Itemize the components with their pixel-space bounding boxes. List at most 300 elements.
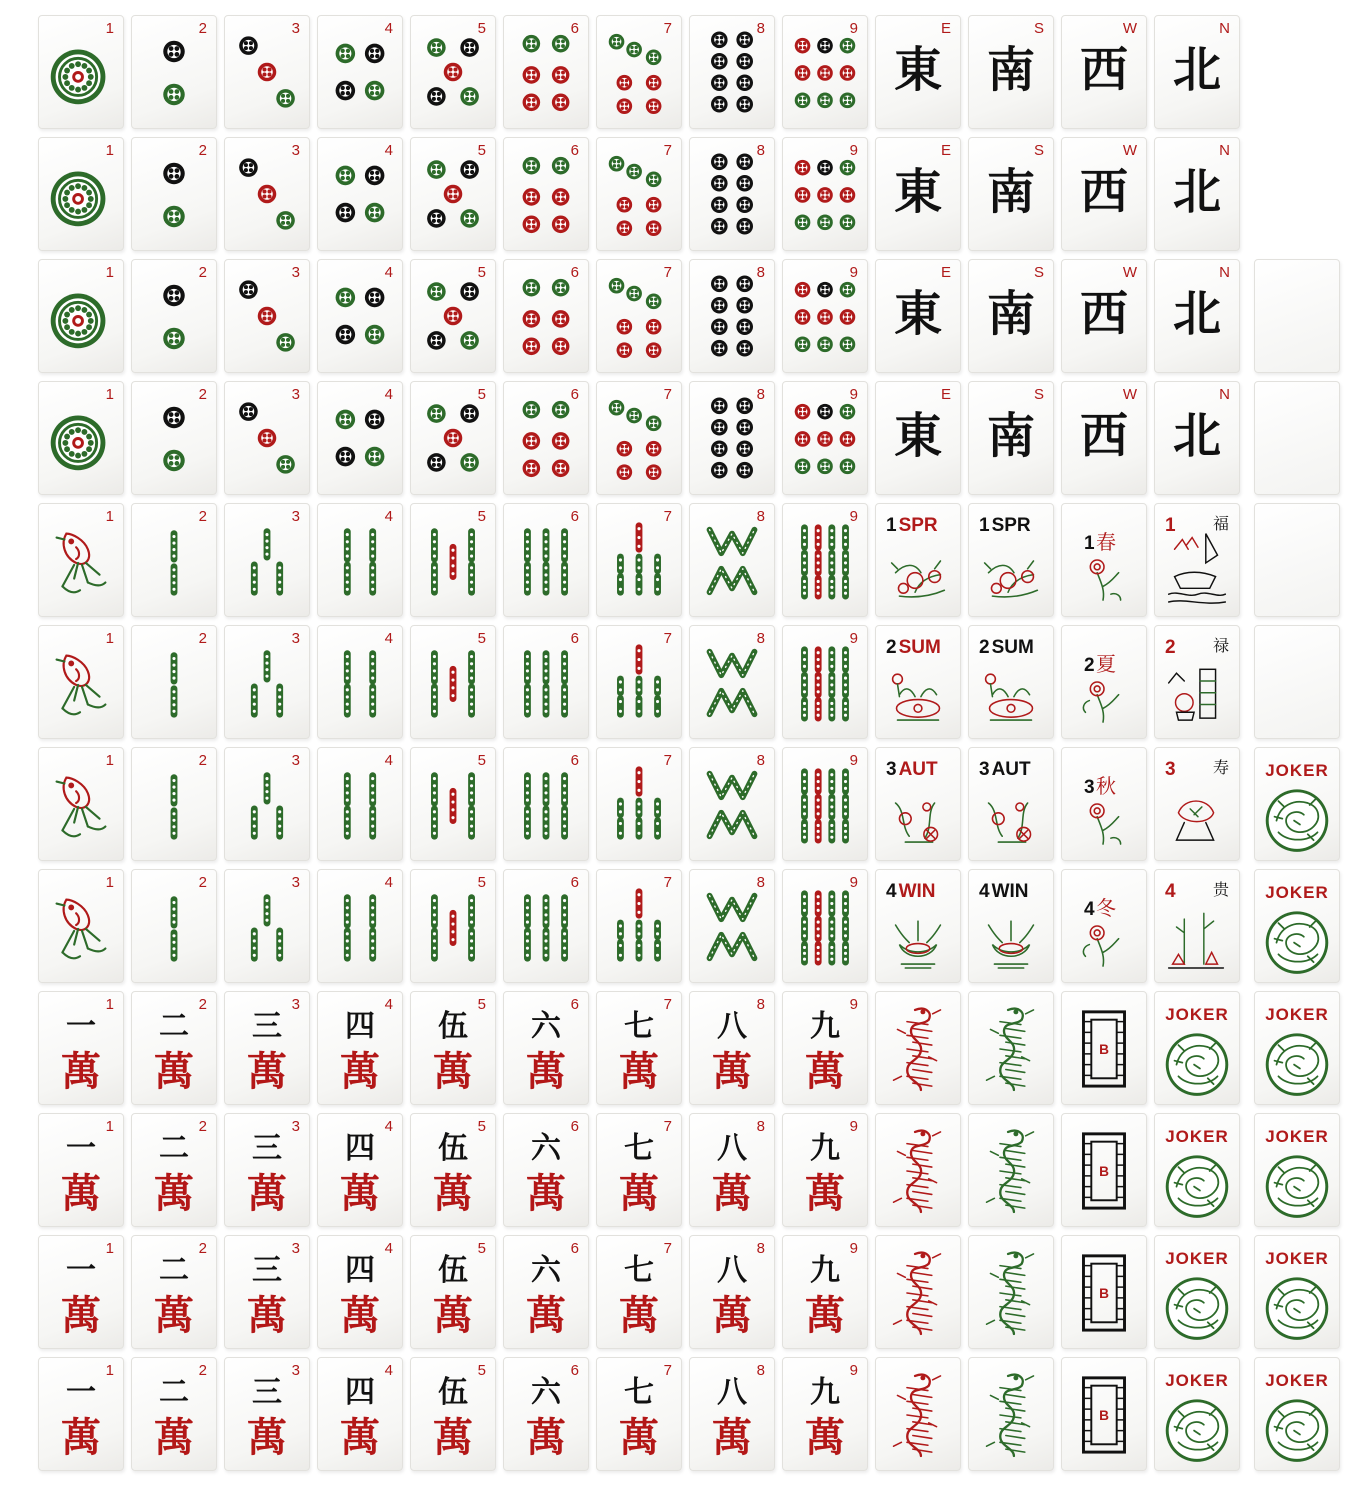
wind-character: 西 bbox=[1079, 164, 1128, 220]
bam-tile bbox=[782, 869, 868, 983]
dot-tile bbox=[596, 137, 682, 251]
red-dragon-tile bbox=[875, 1357, 961, 1471]
crak-number: 九 bbox=[810, 1375, 840, 1410]
season-number: 3 bbox=[979, 759, 990, 780]
season-label bbox=[979, 516, 1031, 535]
crak-wan-character: 萬 bbox=[154, 1414, 194, 1461]
soap-dragon-tile bbox=[1061, 1235, 1147, 1349]
season-number: 3 bbox=[886, 759, 897, 780]
crak-tile bbox=[131, 991, 217, 1105]
wind-character: 北 bbox=[1172, 164, 1221, 220]
tile-index: 8 bbox=[756, 874, 765, 891]
crak-number: 一 bbox=[66, 1131, 96, 1166]
tile-index: 2 bbox=[198, 630, 207, 647]
tile-index: 8 bbox=[756, 386, 765, 403]
dot-tile bbox=[782, 259, 868, 373]
crak-number: 四 bbox=[345, 1009, 375, 1044]
tile-index: 5 bbox=[477, 1118, 486, 1135]
bam-tile bbox=[503, 747, 589, 861]
joker-tile bbox=[1254, 869, 1340, 983]
crak-tile bbox=[317, 991, 403, 1105]
bam-tile bbox=[782, 503, 868, 617]
wind-character: 西 bbox=[1079, 286, 1128, 342]
bonus-number: 3 bbox=[1084, 777, 1095, 798]
crak-tile bbox=[503, 991, 589, 1105]
season-bonus-tile bbox=[1061, 869, 1147, 983]
crak-tile bbox=[410, 1357, 496, 1471]
crak-number: 八 bbox=[717, 1131, 747, 1166]
wind-letter: S bbox=[1033, 386, 1044, 403]
tile-index: 9 bbox=[849, 1240, 858, 1257]
season-flower-tile bbox=[968, 625, 1054, 739]
crak-tile bbox=[131, 1235, 217, 1349]
bam-tile bbox=[689, 869, 775, 983]
bam-tile bbox=[38, 747, 124, 861]
season-word: WIN bbox=[898, 881, 936, 902]
bonus-flower-icon bbox=[1062, 870, 1146, 982]
wind-character: 東 bbox=[893, 408, 942, 464]
crak-tile bbox=[689, 991, 775, 1105]
season-word: AUT bbox=[898, 759, 938, 780]
dot-tile bbox=[782, 15, 868, 129]
dot-tile bbox=[689, 381, 775, 495]
green-dragon-tile bbox=[968, 991, 1054, 1105]
crak-wan-character: 萬 bbox=[61, 1292, 101, 1339]
wind-letter: N bbox=[1219, 386, 1230, 403]
tile-index: 8 bbox=[756, 630, 765, 647]
joker-label: JOKER bbox=[1265, 1005, 1329, 1024]
bam-tile bbox=[410, 625, 496, 739]
tile-index: 1 bbox=[105, 142, 114, 159]
tile-index: 4 bbox=[384, 20, 393, 37]
tile-index: 5 bbox=[477, 1362, 486, 1379]
bonus-number: 1 bbox=[1165, 515, 1176, 536]
crak-wan-character: 萬 bbox=[619, 1170, 659, 1217]
joker-label: JOKER bbox=[1265, 1371, 1329, 1390]
bam-tile bbox=[131, 625, 217, 739]
bam-tile bbox=[689, 503, 775, 617]
wind-character: 東 bbox=[893, 164, 942, 220]
tile-index: 7 bbox=[663, 508, 672, 525]
wind-character: 北 bbox=[1172, 42, 1221, 98]
wind-letter: S bbox=[1033, 264, 1044, 281]
tile-index: 7 bbox=[663, 1118, 672, 1135]
tile-index: 8 bbox=[756, 1362, 765, 1379]
crak-tile bbox=[224, 991, 310, 1105]
green-dragon-icon bbox=[969, 1236, 1053, 1348]
wind-character: 東 bbox=[893, 286, 942, 342]
tile-index: 7 bbox=[663, 20, 672, 37]
bam-tile bbox=[503, 503, 589, 617]
wind-letter: W bbox=[1122, 386, 1137, 403]
tile-index: 3 bbox=[291, 264, 300, 281]
tile-index: 3 bbox=[291, 1118, 300, 1135]
crak-tile bbox=[224, 1235, 310, 1349]
tile-index: 5 bbox=[477, 20, 486, 37]
dot-tile bbox=[131, 259, 217, 373]
season-word: SUM bbox=[898, 637, 941, 658]
season-label bbox=[886, 638, 941, 657]
bam-tile bbox=[317, 503, 403, 617]
tile-index: 4 bbox=[384, 1362, 393, 1379]
bam-tile bbox=[596, 747, 682, 861]
bam-tile bbox=[38, 869, 124, 983]
soap-letter: B bbox=[1099, 1285, 1109, 1301]
crak-number: 三 bbox=[252, 1253, 282, 1288]
crak-tile bbox=[38, 991, 124, 1105]
dot-tile bbox=[224, 137, 310, 251]
wind-tile bbox=[968, 259, 1054, 373]
soap-dragon-tile bbox=[1061, 991, 1147, 1105]
dot-tile bbox=[596, 15, 682, 129]
crak-tile bbox=[689, 1113, 775, 1227]
season-bonus-tile bbox=[1061, 747, 1147, 861]
dot-tile bbox=[689, 259, 775, 373]
soap-dragon-icon bbox=[1062, 1236, 1146, 1348]
crak-wan-character: 萬 bbox=[805, 1292, 845, 1339]
red-dragon-icon bbox=[876, 992, 960, 1104]
crak-wan-character: 萬 bbox=[154, 1170, 194, 1217]
crak-tile bbox=[410, 991, 496, 1105]
wind-tile bbox=[1061, 15, 1147, 129]
wind-character: 南 bbox=[986, 42, 1035, 98]
crak-number: 伍 bbox=[438, 1253, 468, 1288]
red-dragon-tile bbox=[875, 1235, 961, 1349]
green-dragon-tile bbox=[968, 1113, 1054, 1227]
tile-index: 5 bbox=[477, 996, 486, 1013]
tile-index: 9 bbox=[849, 996, 858, 1013]
crak-wan-character: 萬 bbox=[247, 1292, 287, 1339]
dot-tile bbox=[38, 259, 124, 373]
tile-index: 2 bbox=[198, 142, 207, 159]
season-label bbox=[886, 882, 936, 901]
tile-index: 3 bbox=[291, 1362, 300, 1379]
wind-letter: E bbox=[940, 386, 951, 403]
blank-tile bbox=[1254, 259, 1340, 373]
bam-tile bbox=[131, 747, 217, 861]
season-bonus-tile bbox=[1154, 747, 1240, 861]
crak-wan-character: 萬 bbox=[340, 1414, 380, 1461]
season-number: 4 bbox=[886, 881, 897, 902]
dot-tile bbox=[410, 259, 496, 373]
crak-number: 九 bbox=[810, 1009, 840, 1044]
crak-tile bbox=[410, 1235, 496, 1349]
crak-number: 九 bbox=[810, 1253, 840, 1288]
tile-index: 4 bbox=[384, 142, 393, 159]
bonus-number: 2 bbox=[1165, 637, 1176, 658]
tile-index: 4 bbox=[384, 874, 393, 891]
dot-tile bbox=[131, 137, 217, 251]
joker-label: JOKER bbox=[1265, 883, 1329, 902]
crak-number: 伍 bbox=[438, 1009, 468, 1044]
bonus-character: 禄 bbox=[1212, 636, 1229, 655]
wind-letter: S bbox=[1033, 142, 1044, 159]
wind-letter: E bbox=[940, 142, 951, 159]
tile-index: 3 bbox=[291, 508, 300, 525]
season-bonus-tile bbox=[1061, 503, 1147, 617]
red-dragon-tile bbox=[875, 1113, 961, 1227]
dot-tile bbox=[224, 259, 310, 373]
crak-tile bbox=[503, 1235, 589, 1349]
joker-label: JOKER bbox=[1165, 1127, 1229, 1146]
crak-tile bbox=[317, 1113, 403, 1227]
tile-index: 1 bbox=[105, 630, 114, 647]
bonus-character: 春 bbox=[1096, 530, 1116, 554]
green-dragon-icon bbox=[969, 1358, 1053, 1470]
tile-index: 8 bbox=[756, 508, 765, 525]
bam-tile bbox=[503, 625, 589, 739]
tile-index: 6 bbox=[570, 1362, 579, 1379]
tile-index: 4 bbox=[384, 264, 393, 281]
bam-tile bbox=[224, 747, 310, 861]
crak-number: 七 bbox=[624, 1375, 654, 1410]
wind-letter: W bbox=[1122, 142, 1137, 159]
soap-dragon-tile bbox=[1061, 1113, 1147, 1227]
crak-wan-character: 萬 bbox=[61, 1414, 101, 1461]
tile-index: 8 bbox=[756, 996, 765, 1013]
green-dragon-tile bbox=[968, 1357, 1054, 1471]
tile-index: 1 bbox=[105, 1362, 114, 1379]
wind-tile bbox=[1154, 137, 1240, 251]
bam-tile bbox=[131, 503, 217, 617]
joker-label: JOKER bbox=[1265, 1249, 1329, 1268]
tile-index: 5 bbox=[477, 752, 486, 769]
wind-tile bbox=[968, 381, 1054, 495]
crak-tile bbox=[689, 1357, 775, 1471]
crak-tile bbox=[782, 1235, 868, 1349]
crak-number: 二 bbox=[159, 1253, 189, 1288]
tile-index: 5 bbox=[477, 508, 486, 525]
crak-wan-character: 萬 bbox=[712, 1292, 752, 1339]
bam-tile bbox=[689, 625, 775, 739]
crak-number: 四 bbox=[345, 1375, 375, 1410]
season-flower-tile bbox=[875, 747, 961, 861]
tile-index: 9 bbox=[849, 874, 858, 891]
season-bonus-tile bbox=[1154, 625, 1240, 739]
season-flower-tile bbox=[968, 747, 1054, 861]
dot-tile bbox=[317, 259, 403, 373]
bonus-character: 冬 bbox=[1096, 896, 1116, 920]
wind-letter: E bbox=[940, 20, 951, 37]
crak-wan-character: 萬 bbox=[805, 1414, 845, 1461]
joker-label: JOKER bbox=[1165, 1249, 1229, 1268]
dot-tile bbox=[38, 381, 124, 495]
tile-index: 7 bbox=[663, 752, 672, 769]
wind-character: 北 bbox=[1172, 408, 1221, 464]
red-dragon-icon bbox=[876, 1236, 960, 1348]
crak-number: 二 bbox=[159, 1009, 189, 1044]
dot-tile bbox=[317, 137, 403, 251]
crak-tile bbox=[782, 991, 868, 1105]
crak-wan-character: 萬 bbox=[433, 1414, 473, 1461]
tile-index: 2 bbox=[198, 264, 207, 281]
season-number: 4 bbox=[979, 881, 990, 902]
crak-number: 六 bbox=[531, 1131, 561, 1166]
crak-tile bbox=[38, 1113, 124, 1227]
blank-tile bbox=[1254, 625, 1340, 739]
tile-index: 9 bbox=[849, 20, 858, 37]
wind-character: 北 bbox=[1172, 286, 1221, 342]
crak-tile bbox=[131, 1357, 217, 1471]
bonus-flower-icon bbox=[1062, 504, 1146, 616]
crak-tile bbox=[782, 1357, 868, 1471]
crak-number: 三 bbox=[252, 1131, 282, 1166]
crak-wan-character: 萬 bbox=[805, 1170, 845, 1217]
dot-tile bbox=[38, 137, 124, 251]
crak-number: 八 bbox=[717, 1253, 747, 1288]
tile-index: 6 bbox=[570, 142, 579, 159]
crak-wan-character: 萬 bbox=[526, 1048, 566, 1095]
crak-number: 八 bbox=[717, 1009, 747, 1044]
wind-letter: W bbox=[1122, 20, 1137, 37]
crak-number: 七 bbox=[624, 1253, 654, 1288]
crak-number: 八 bbox=[717, 1375, 747, 1410]
tile-index: 9 bbox=[849, 264, 858, 281]
crak-number: 七 bbox=[624, 1009, 654, 1044]
tile-index: 7 bbox=[663, 264, 672, 281]
tile-index: 8 bbox=[756, 142, 765, 159]
wind-character: 東 bbox=[893, 42, 942, 98]
dot-tile bbox=[689, 137, 775, 251]
dot-tile bbox=[224, 15, 310, 129]
crak-tile bbox=[503, 1113, 589, 1227]
tile-index: 5 bbox=[477, 874, 486, 891]
bonus-number: 3 bbox=[1165, 759, 1176, 780]
tile-index: 3 bbox=[291, 1240, 300, 1257]
dot-tile bbox=[410, 15, 496, 129]
wind-letter: N bbox=[1219, 142, 1230, 159]
soap-letter: B bbox=[1099, 1407, 1109, 1423]
tile-index: 3 bbox=[291, 20, 300, 37]
crak-number: 伍 bbox=[438, 1375, 468, 1410]
soap-letter: B bbox=[1099, 1041, 1109, 1057]
season-label bbox=[886, 516, 938, 535]
dot-tile bbox=[410, 381, 496, 495]
tile-index: 7 bbox=[663, 874, 672, 891]
dot-tile bbox=[317, 381, 403, 495]
wind-tile bbox=[1154, 259, 1240, 373]
dot-tile bbox=[131, 15, 217, 129]
crak-number: 伍 bbox=[438, 1131, 468, 1166]
crak-wan-character: 萬 bbox=[247, 1048, 287, 1095]
wind-tile bbox=[875, 259, 961, 373]
bam-tile bbox=[317, 747, 403, 861]
crak-tile bbox=[317, 1235, 403, 1349]
bam-tile bbox=[38, 503, 124, 617]
season-word: WIN bbox=[991, 881, 1029, 902]
bonus-flower-icon bbox=[1062, 626, 1146, 738]
red-dragon-tile bbox=[875, 991, 961, 1105]
crak-wan-character: 萬 bbox=[526, 1170, 566, 1217]
wind-tile bbox=[1061, 381, 1147, 495]
crak-wan-character: 萬 bbox=[619, 1414, 659, 1461]
season-word: SUM bbox=[991, 637, 1034, 658]
soap-dragon-icon bbox=[1062, 1114, 1146, 1226]
joker-tile bbox=[1154, 1113, 1240, 1227]
bonus-flower-icon bbox=[1062, 748, 1146, 860]
crak-wan-character: 萬 bbox=[61, 1048, 101, 1095]
wind-character: 南 bbox=[986, 164, 1035, 220]
tile-index: 5 bbox=[477, 142, 486, 159]
crak-number: 六 bbox=[531, 1009, 561, 1044]
tile-index: 3 bbox=[291, 386, 300, 403]
season-label bbox=[886, 760, 938, 779]
crak-tile bbox=[596, 1113, 682, 1227]
crak-number: 四 bbox=[345, 1253, 375, 1288]
joker-tile bbox=[1154, 1235, 1240, 1349]
crak-tile bbox=[38, 1357, 124, 1471]
bonus-character: 夏 bbox=[1096, 652, 1116, 676]
crak-wan-character: 萬 bbox=[433, 1292, 473, 1339]
crak-number: 二 bbox=[159, 1375, 189, 1410]
joker-label: JOKER bbox=[1165, 1005, 1229, 1024]
joker-label: JOKER bbox=[1165, 1371, 1229, 1390]
crak-number: 一 bbox=[66, 1375, 96, 1410]
soap-dragon-tile bbox=[1061, 1357, 1147, 1471]
crak-wan-character: 萬 bbox=[154, 1048, 194, 1095]
crak-number: 一 bbox=[66, 1253, 96, 1288]
crak-wan-character: 萬 bbox=[712, 1170, 752, 1217]
tile-index: 7 bbox=[663, 142, 672, 159]
tile-index: 2 bbox=[198, 386, 207, 403]
season-label bbox=[979, 882, 1029, 901]
dot-tile bbox=[503, 259, 589, 373]
dot-tile bbox=[38, 15, 124, 129]
tile-index: 6 bbox=[570, 752, 579, 769]
bam-tile bbox=[131, 869, 217, 983]
tile-index: 1 bbox=[105, 20, 114, 37]
tile-index: 3 bbox=[291, 630, 300, 647]
crak-tile bbox=[596, 991, 682, 1105]
season-number: 2 bbox=[979, 637, 990, 658]
season-flower-tile bbox=[968, 503, 1054, 617]
wind-letter: E bbox=[940, 264, 951, 281]
dot-tile bbox=[596, 381, 682, 495]
tile-index: 9 bbox=[849, 508, 858, 525]
season-bonus-tile bbox=[1154, 503, 1240, 617]
soap-letter: B bbox=[1099, 1163, 1109, 1179]
wind-letter: N bbox=[1219, 20, 1230, 37]
tile-index: 2 bbox=[198, 874, 207, 891]
crak-tile bbox=[317, 1357, 403, 1471]
dot-tile bbox=[782, 137, 868, 251]
tile-index: 6 bbox=[570, 630, 579, 647]
season-flower-tile bbox=[875, 503, 961, 617]
tile-index: 1 bbox=[105, 264, 114, 281]
tile-index: 2 bbox=[198, 1240, 207, 1257]
soap-dragon-icon bbox=[1062, 1358, 1146, 1470]
tile-index: 5 bbox=[477, 264, 486, 281]
dot-tile bbox=[503, 381, 589, 495]
dot-tile bbox=[689, 15, 775, 129]
joker-tile bbox=[1254, 1235, 1340, 1349]
joker-label: JOKER bbox=[1265, 761, 1329, 780]
crak-number: 三 bbox=[252, 1375, 282, 1410]
wind-character: 西 bbox=[1079, 408, 1128, 464]
crak-wan-character: 萬 bbox=[340, 1048, 380, 1095]
bam-tile bbox=[224, 625, 310, 739]
season-bonus-tile bbox=[1154, 869, 1240, 983]
tile-index: 8 bbox=[756, 20, 765, 37]
bonus-number: 4 bbox=[1165, 881, 1176, 902]
tile-index: 1 bbox=[105, 386, 114, 403]
dot-tile bbox=[782, 381, 868, 495]
bam-tile bbox=[410, 747, 496, 861]
dot-tile bbox=[596, 259, 682, 373]
crak-wan-character: 萬 bbox=[154, 1292, 194, 1339]
season-bonus-tile bbox=[1061, 625, 1147, 739]
crak-tile bbox=[503, 1357, 589, 1471]
